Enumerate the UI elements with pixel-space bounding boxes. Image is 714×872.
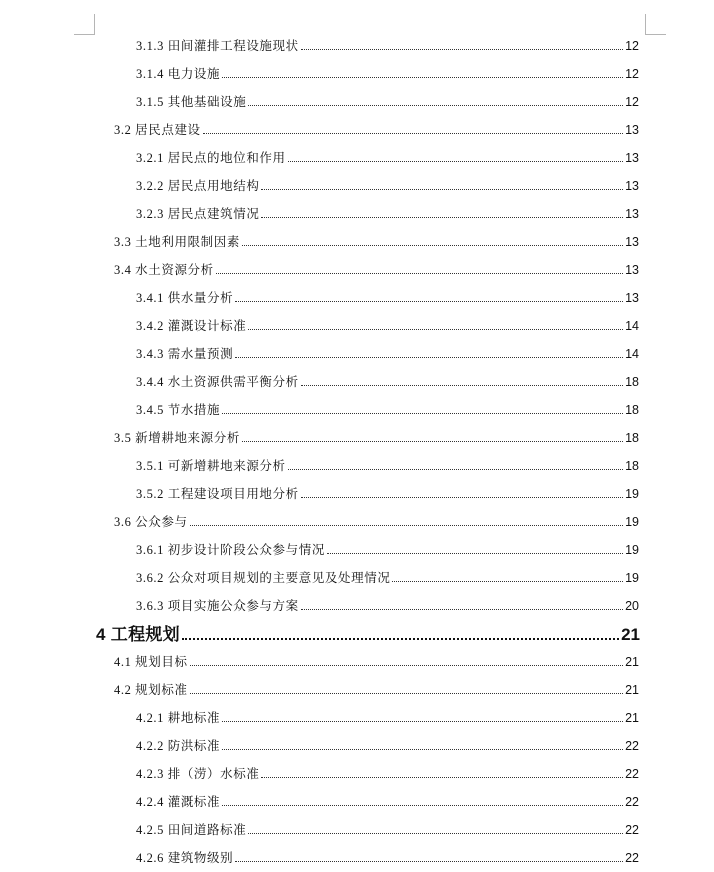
toc-dot-leader	[288, 161, 623, 162]
toc-entry-page-number: 22	[625, 851, 639, 865]
toc-entry-page-number: 13	[625, 123, 639, 137]
toc-entry-title: 3.2.2 居民点用地结构	[136, 179, 260, 193]
toc-entry[interactable]	[136, 372, 639, 390]
toc-entry-page-number: 22	[625, 823, 639, 837]
toc-entry[interactable]	[136, 36, 639, 54]
toc-entry-title: 3.4.3 需水量预测	[136, 347, 234, 361]
toc-dot-leader	[261, 777, 623, 778]
toc-entry-title: 3.2 居民点建设	[114, 123, 201, 137]
toc-entry-page-number: 18	[625, 459, 639, 473]
toc-dot-leader	[190, 693, 624, 694]
toc-entry-title: 3.6.3 项目实施公众参与方案	[136, 599, 299, 613]
toc-dot-leader	[301, 609, 623, 610]
toc-entry[interactable]	[136, 400, 639, 418]
toc-dot-leader	[190, 665, 624, 666]
toc-entry-page-number: 19	[625, 543, 639, 557]
toc-dot-leader	[242, 441, 623, 442]
toc-dot-leader	[222, 721, 623, 722]
toc-entry-page-number: 13	[625, 291, 639, 305]
toc-entry-title: 3.4 水土资源分析	[114, 263, 214, 277]
toc-entry-page-number: 22	[625, 739, 639, 753]
toc-entry-title: 4.2.4 灌溉标准	[136, 795, 221, 809]
toc-entry[interactable]	[114, 232, 639, 250]
toc-entry[interactable]	[136, 708, 639, 726]
toc-entry-title: 3.6.1 初步设计阶段公众参与情况	[136, 543, 325, 557]
toc-entry[interactable]	[136, 792, 639, 810]
toc-entry[interactable]	[136, 316, 639, 334]
toc-entry-title: 4.2 规划标准	[114, 683, 188, 697]
toc-dot-leader	[327, 553, 623, 554]
toc-dot-leader	[261, 189, 623, 190]
toc-entry-page-number: 21	[625, 683, 639, 697]
toc-entry[interactable]	[136, 568, 639, 586]
toc-entry-title: 3.4.1 供水量分析	[136, 291, 234, 305]
toc-entry-title: 3.2.1 居民点的地位和作用	[136, 151, 286, 165]
toc-entry-page-number: 13	[625, 263, 639, 277]
toc-dot-leader	[222, 749, 623, 750]
toc-entry-title: 4 工程规划	[96, 625, 180, 644]
toc-entry-title: 3.2.3 居民点建筑情况	[136, 207, 260, 221]
toc-entry[interactable]	[136, 176, 639, 194]
toc-entry-page-number: 13	[625, 151, 639, 165]
toc-entry[interactable]	[136, 92, 639, 110]
toc-entry-title: 3.1.3 田间灌排工程设施现状	[136, 39, 299, 53]
toc-entry-page-number: 14	[625, 319, 639, 333]
toc-dot-leader	[203, 133, 623, 134]
toc-entry-title: 3.4.4 水土资源供需平衡分析	[136, 375, 299, 389]
toc-entry-title: 4.2.5 田间道路标准	[136, 823, 247, 837]
toc-dot-leader	[301, 385, 623, 386]
toc-dot-leader	[235, 301, 623, 302]
toc-dot-leader	[242, 245, 623, 246]
toc-dot-leader	[248, 329, 623, 330]
toc-entry-title: 3.6.2 公众对项目规划的主要意见及处理情况	[136, 571, 391, 585]
toc-dot-leader	[248, 105, 623, 106]
toc-entry-page-number: 21	[625, 711, 639, 725]
toc-entry-page-number: 13	[625, 207, 639, 221]
toc-entry-page-number: 21	[625, 655, 639, 669]
toc-entry-page-number: 22	[625, 767, 639, 781]
toc-entry[interactable]	[114, 652, 639, 670]
toc-dot-leader	[392, 581, 623, 582]
toc-entry-page-number: 19	[625, 571, 639, 585]
toc-entry[interactable]	[96, 620, 640, 645]
toc-entry[interactable]	[136, 344, 639, 362]
toc-dot-leader	[190, 525, 624, 526]
toc-dot-leader	[235, 357, 623, 358]
toc-entry-title: 4.1 规划目标	[114, 655, 188, 669]
toc-entry-title: 4.2.1 耕地标准	[136, 711, 221, 725]
toc-entry-page-number: 22	[625, 795, 639, 809]
toc-entry-title: 3.5.2 工程建设项目用地分析	[136, 487, 299, 501]
toc-entry-page-number: 12	[625, 95, 639, 109]
toc-entry-page-number: 18	[625, 403, 639, 417]
toc-entry-page-number: 21	[621, 625, 640, 644]
toc-entry[interactable]	[114, 680, 639, 698]
toc-entry-title: 3.5 新增耕地来源分析	[114, 431, 240, 445]
toc-dot-leader	[182, 638, 619, 640]
toc-dot-leader	[261, 217, 623, 218]
toc-entry-page-number: 12	[625, 39, 639, 53]
toc-dot-leader	[222, 413, 623, 414]
toc-entry-title: 4.2.6 建筑物级别	[136, 851, 234, 865]
toc-entry-page-number: 19	[625, 487, 639, 501]
margin-corner-mark-top-left	[74, 14, 95, 35]
toc-entry-title: 4.2.2 防洪标准	[136, 739, 221, 753]
toc-dot-leader	[301, 49, 623, 50]
toc-entry-page-number: 12	[625, 67, 639, 81]
toc-entry[interactable]	[114, 428, 639, 446]
toc-entry[interactable]	[136, 64, 639, 82]
toc-entry-title: 3.4.2 灌溉设计标准	[136, 319, 247, 333]
toc-entry-title: 3.3 土地利用限制因素	[114, 235, 240, 249]
margin-corner-mark-top-right	[645, 14, 666, 35]
toc-entry[interactable]	[114, 260, 639, 278]
toc-entry-title: 3.4.5 节水措施	[136, 403, 221, 417]
toc-entry-title: 3.6 公众参与	[114, 515, 188, 529]
toc-entry-page-number: 14	[625, 347, 639, 361]
toc-entry-page-number: 13	[625, 179, 639, 193]
toc-entry[interactable]	[136, 540, 639, 558]
toc-entry-page-number: 13	[625, 235, 639, 249]
toc-dot-leader	[301, 497, 623, 498]
toc-dot-leader	[216, 273, 623, 274]
toc-entry[interactable]	[114, 512, 639, 530]
toc-entry[interactable]	[114, 120, 639, 138]
toc-entry[interactable]	[136, 736, 639, 754]
toc-entry[interactable]	[136, 596, 639, 614]
toc-entry-title: 3.1.5 其他基础设施	[136, 95, 247, 109]
toc-entry[interactable]	[136, 820, 639, 838]
toc-entry-title: 3.1.4 电力设施	[136, 67, 221, 81]
toc-entry[interactable]	[136, 204, 639, 222]
toc-dot-leader	[248, 833, 623, 834]
toc-entry[interactable]	[136, 848, 639, 866]
toc-entry-page-number: 18	[625, 375, 639, 389]
toc-dot-leader	[288, 469, 623, 470]
toc-entry-page-number: 19	[625, 515, 639, 529]
toc-entry[interactable]	[136, 456, 639, 474]
toc-entry[interactable]	[136, 764, 639, 782]
toc-entry-page-number: 18	[625, 431, 639, 445]
toc-entry[interactable]	[136, 484, 639, 502]
toc-entry-title: 4.2.3 排（涝）水标准	[136, 767, 260, 781]
toc-dot-leader	[222, 805, 623, 806]
toc-entry[interactable]	[136, 288, 639, 306]
toc-entry-title: 3.5.1 可新增耕地来源分析	[136, 459, 286, 473]
toc-dot-leader	[235, 861, 623, 862]
toc-entry[interactable]	[136, 148, 639, 166]
toc-entry-page-number: 20	[625, 599, 639, 613]
toc-dot-leader	[222, 77, 623, 78]
